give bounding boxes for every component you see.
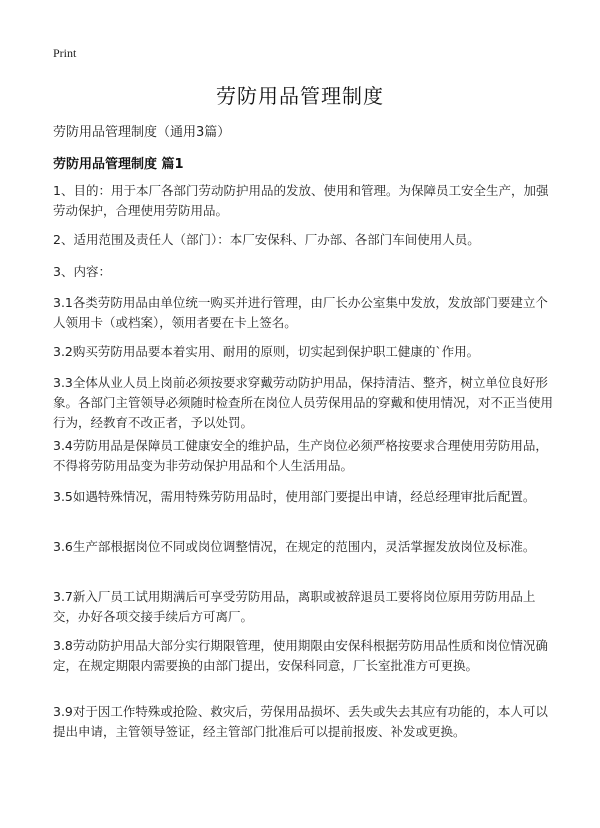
section-heading: 劳防用品管理制度 篇1 [53, 157, 184, 172]
paragraph-3-6: 3.6生产部根据岗位不同或岗位调整情况，在规定的范围内，灵活掌握发放岗位及标准。 [53, 539, 536, 554]
print-link[interactable]: Print [53, 46, 77, 60]
paragraph-3-3: 3.3全体从业人员上岗前必须按要求穿戴劳动防护用品，保持清洁、整齐，树立单位良好形象。各部门主管领导必须随时检查所在岗位人员劳保用品的穿戴和使用情况，对不正当使用行为，经教育不改正者，予以处罚。 [53, 375, 554, 430]
paragraph-3-2: 3.2购买劳防用品要本着实用、耐用的原则，切实起到保护职工健康的`作用。 [53, 344, 480, 359]
paragraph-scope: 2、适用范围及责任人（部门）：本厂安保科、厂办部、各部门车间使用人员。 [53, 232, 480, 247]
page-title: 劳防用品管理制度 [216, 84, 384, 108]
paragraph-3-5: 3.5如遇特殊情况，需用特殊劳防用品时，使用部门要提出申请，经总经理审批后配置。 [53, 489, 536, 504]
paragraph-3-9: 3.9对于因工作特殊或抢险、救灾后，劳保用品损坏、丢失或失去其应有功能的，本人可以提出申请，主管领导签证，经主管部门批准后可以提前报废、补发或更换。 [53, 704, 548, 739]
paragraph-3-7: 3.7新入厂员工试用期满后可享受劳防用品，离职或被辞退员工要将岗位原用劳防用品上交，办好各项交接手续后方可离厂。 [53, 589, 536, 624]
paragraph-3-4: 3.4劳防用品是保障员工健康安全的维护品，生产岗位必须严格按要求合理使用劳防用品，不得将劳防用品变为非劳动保护用品和个人生活用品。 [53, 438, 548, 473]
paragraph-3-8: 3.8劳动防护用品大部分实行期限管理，使用期限由安保科根据劳防用品性质和岗位情况确定，在规定期限内需要换的由部门提出，安保科同意，厂长室批准方可更换。 [53, 638, 548, 673]
document-subtitle: 劳防用品管理制度（通用3篇） [53, 125, 231, 140]
paragraph-purpose: 1、目的：用于本厂各部门劳动防护用品的发放、使用和管理。为保障员工安全生产，加强劳动保护，合理使用劳防用品。 [53, 183, 549, 218]
paragraph-content-label: 3、内容： [53, 264, 111, 279]
paragraph-3-1: 3.1各类劳防用品由单位统一购买并进行管理，由厂长办公室集中发放，发放部门要建立个人领用卡（或档案），领用者要在卡上签名。 [53, 295, 548, 330]
